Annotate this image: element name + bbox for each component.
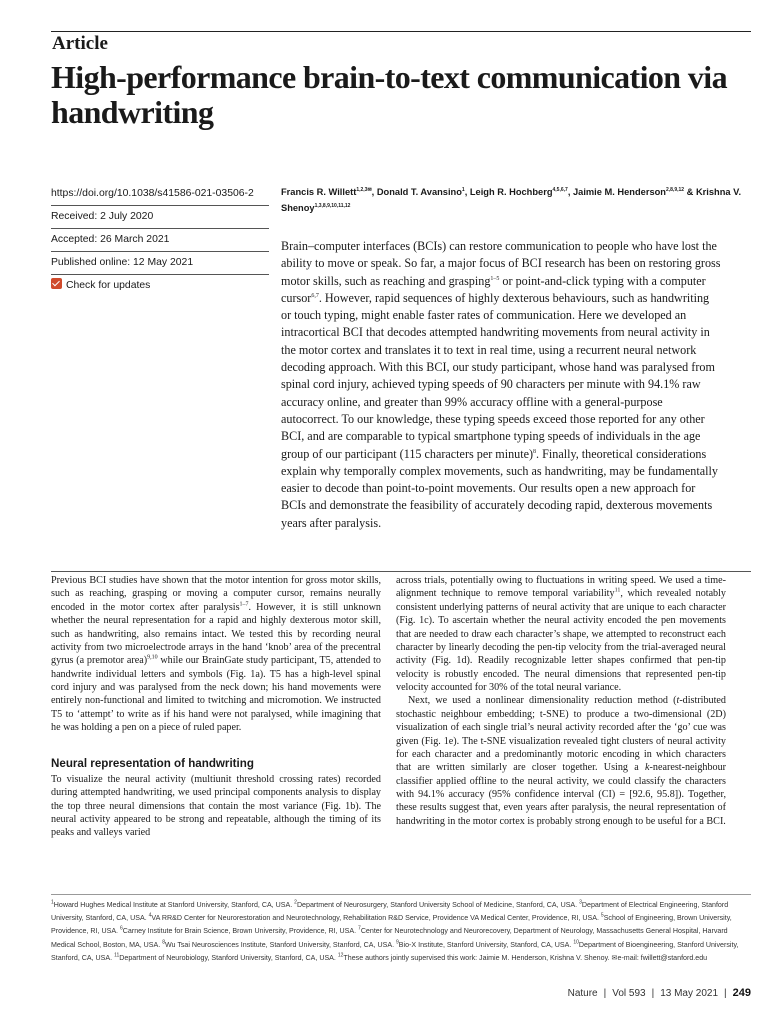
abstract-text: Brain–computer interfaces (BCIs) can restore communication to people who have lost the ability to move or speak. So far, a major focus of BCI research has been on restoring gross motor skills, such as reaching and grasping: [281, 239, 721, 288]
affiliation-number: 10: [573, 939, 579, 946]
affiliation-text: Howard Hughes Medical Institute at Stanford University, Stanford, CA, USA.: [53, 901, 295, 909]
affiliation-number: 3: [579, 899, 582, 906]
affiliation-number: 12: [337, 952, 344, 959]
citation-ref[interactable]: 1–7: [239, 601, 249, 608]
accepted-date: Accepted: 26 March 2021: [51, 229, 269, 252]
author-separator: &: [684, 187, 696, 197]
affiliation-number: 4: [148, 912, 152, 919]
page-number: 249: [732, 987, 751, 999]
author-name[interactable]: Krishna V. Shenoy: [281, 187, 742, 213]
abstract-divider: [51, 571, 751, 572]
affiliations: [51, 899, 751, 965]
published-date: Published online: 12 May 2021: [51, 252, 269, 275]
citation-ref[interactable]: 6,7: [311, 292, 319, 299]
citation-ref[interactable]: 11: [614, 588, 621, 594]
citation-ref[interactable]: 8: [533, 448, 537, 455]
author-separator: ,: [371, 187, 377, 197]
contact-email[interactable]: e-mail: fwillett@stanford.edu: [617, 953, 708, 962]
body-text: -distributed stochastic neighbour embedding; t-SNE) to produce a two-dimensional (2D) visualization of each single trial’s neural activity recorded after the ‘go’ cue was given (Fig. 1e). The t-SNE visualization revealed tight clusters of neural activity for each character and a predominantly motoric encoding in which characters that are written similarly are closer together. Using a: [396, 695, 726, 774]
article-metadata: [51, 183, 269, 297]
author-separator: ,: [567, 187, 573, 197]
received-date: Received: 2 July 2020: [51, 206, 269, 229]
body-text-italic: t: [676, 695, 680, 707]
check-updates-label: Check for updates: [66, 280, 151, 291]
body-text: Next, we used a nonlinear dimensionality reduction method (: [408, 695, 677, 707]
affiliation-number: 2: [294, 899, 297, 906]
footnote-divider: [51, 894, 751, 895]
affiliation-text: VA RR&D Center for Neurorestoration and Neurotechnology, Rehabilitation R&D Service, Providence VA Medical Center, Providence, RI, USA.: [151, 914, 601, 923]
affiliation-number: 6: [120, 926, 123, 933]
abstract-text: . Finally, theoretical considerations explain why temporally complex movements, such as handwriting, may be fundamentally easier to decode than point-to-point movements. Our results open a new approach for BCIs and demonstrate the feasibility of accurately decoding rapid, dexterous movements years after paralysis.: [281, 446, 718, 530]
author-affiliation-ref: 4,5,6,7: [552, 186, 568, 193]
author-separator: ,: [464, 187, 470, 197]
affiliation-text: Department of Neurosurgery, Stanford University School of Medicine, Stanford, CA, USA.: [296, 901, 580, 909]
journal-name: Nature: [567, 988, 598, 999]
affiliation-number: 7: [358, 926, 361, 933]
page-footer: Nature | Vol 593 | 13 May 2021 | 249: [567, 987, 751, 999]
affiliation-number: 5: [600, 912, 604, 919]
author-name[interactable]: Jaimie M. Henderson: [572, 187, 666, 197]
article-title: High-performance brain-to-text communication via handwriting: [51, 59, 727, 130]
affiliation-text: These authors jointly supervised this work: Jaimie M. Henderson, Krishna V. Shenoy.: [343, 953, 612, 962]
abstract: [281, 238, 721, 532]
body-text-italic: k: [645, 762, 650, 774]
check-for-updates-link[interactable]: [51, 275, 269, 297]
body-column-left: [51, 574, 381, 840]
author-affiliation-ref: 1,2,3: [356, 186, 368, 193]
article-type-label: Article: [52, 33, 108, 54]
affiliation-number: 1: [51, 899, 54, 906]
author-list: [281, 184, 749, 216]
journal-volume: Vol 593: [612, 988, 646, 999]
issue-date: 13 May 2021: [660, 988, 719, 999]
affiliation-number: 8: [162, 939, 165, 946]
affiliation-number: 11: [114, 952, 120, 959]
author-name[interactable]: Donald T. Avansino: [376, 187, 462, 197]
affiliation-text: Carney Institute for Brain Science, Brown University, Providence, RI, USA.: [122, 927, 359, 936]
affiliation-text: Bio-X Institute, Stanford University, Stanford, CA, USA.: [398, 940, 574, 949]
affiliation-text: Department of Neurobiology, Stanford University, Stanford, CA, USA.: [119, 953, 338, 962]
body-column-right: [396, 574, 726, 828]
affiliation-text: Wu Tsai Neurosciences Institute, Stanford University, Stanford, CA, USA.: [164, 940, 397, 949]
doi-link[interactable]: https://doi.org/10.1038/s41586-021-03506-2: [51, 183, 269, 206]
body-text: . However, it is still unknown whether the neural representation for a rapid and highly dexterous motor skill, such as handwriting, also remains intact. We tested this by recording neural activity from two microelectrode arrays in the hand ‘knob’ area of the precentral gyrus (a premotor area): [51, 601, 381, 667]
check-updates-icon: [51, 278, 62, 289]
citation-ref[interactable]: 1–5: [490, 275, 500, 282]
author-affiliation-ref: 2,8,9,12: [665, 186, 685, 193]
body-text: across trials, potentially owing to fluctuations in writing speed. We used a time-alignment technique to remove temporal variability: [396, 575, 726, 600]
author-name[interactable]: Leigh R. Hochberg: [469, 187, 553, 197]
body-text: -nearest-neighbour classifier applied offline to the neural activity, we could classify the characters with 94.1% accuracy (95% confidence interval (CI) = [92.6, 95.8]). Together, these results suggest that, even years after paralysis, the neural representation of handwriting in the motor cortex is probably strong enough to be useful for a BCI.: [396, 762, 726, 827]
body-text: Previous BCI studies have shown that the motor intention for gross motor skills, such as reaching, grasping or moving a computer cursor, remains neurally encoded in the motor cortex after paralysis: [51, 575, 381, 613]
affiliation-number: 9: [396, 939, 399, 946]
affiliation-text: Department of Bioengineering, Stanford University, Stanford, CA, USA.: [51, 940, 739, 962]
affiliation-text: School of Engineering, Brown University, Providence, RI, USA.: [51, 914, 732, 936]
author-affiliation-ref: 1,3,8,9,10,11,12: [314, 202, 351, 209]
email-icon[interactable]: ✉: [367, 186, 372, 193]
author-name[interactable]: Francis R. Willett: [281, 187, 357, 197]
body-text: while our BrainGate study participant, T5, attended to handwrite individual letters and symbols (Fig. 1a). T5 has a high-level spinal cord injury and was paralysed from the neck down; his hand movements were entirely non-functional and limited to twitching and micromotion. We instructed T5 to ‘attempt’ to write as if his hand were not paralysed, while imagining that he was holding a pen on a piece of ruled paper.: [51, 655, 381, 734]
email-icon: ✉: [611, 953, 618, 962]
author-affiliation-ref: 1: [461, 186, 465, 193]
affiliation-text: Department of Electrical Engineering, Stanford University, Stanford, CA, USA.: [51, 901, 729, 923]
body-text: , which revealed notably consistent underlying patterns of neural activity that are unique to each character (Fig. 1c). To ascertain whether the neural activity encoded the pen movements that are needed to draw each character’s shape, we attempted to reconstruct each character by linearly decoding the pen-tip velocity from the trial-averaged neural activity (Fig. 1d). Readily recognizable letter shapes confirmed that pen-tip velocity is robustly encoded. The neural dimensions that represented pen-tip velocity accounted for 30% of the total neural variance.: [396, 588, 726, 693]
citation-ref[interactable]: 9,10: [147, 654, 158, 661]
body-text: To visualize the neural activity (multiunit threshold crossing rates) recorded during attempted handwriting, we used principal components analysis to display the top three neural dimensions that contain the most variance (Fig. 1b). The neural activity appeared to be strong and repeatable, although the timing of its peaks and valleys varied: [51, 773, 381, 839]
section-heading: Neural representation of handwriting: [51, 756, 254, 770]
affiliation-text: Center for Neurotechnology and Neurorecovery, Department of Neurology, Massachusetts General Hospital, Harvard Medical School, Boston, MA, USA.: [51, 927, 728, 949]
abstract-text: or point-and-click typing with a computer cursor: [281, 273, 706, 305]
abstract-text: . However, rapid sequences of highly dexterous behaviours, such as handwriting or touch typing, might enable faster rates of communication. Here we developed an intracortical BCI that decodes attempted handwriting movements from neural activity in the motor cortex and translates it to text in real time, using a recurrent neural network decoding approach. With this BCI, our study participant, whose hand was paralysed from spinal cord injury, achieved typing speeds of 90 characters per minute with 94.1% raw accuracy online, and greater than 99% accuracy offline with a general-purpose autocorrect. To our knowledge, these typing speeds exceed those reported for any other BCI, and are comparable to typical smartphone typing speeds of individuals in the age group of our participant (115 characters per minute): [281, 290, 715, 461]
top-rule: [51, 31, 751, 32]
